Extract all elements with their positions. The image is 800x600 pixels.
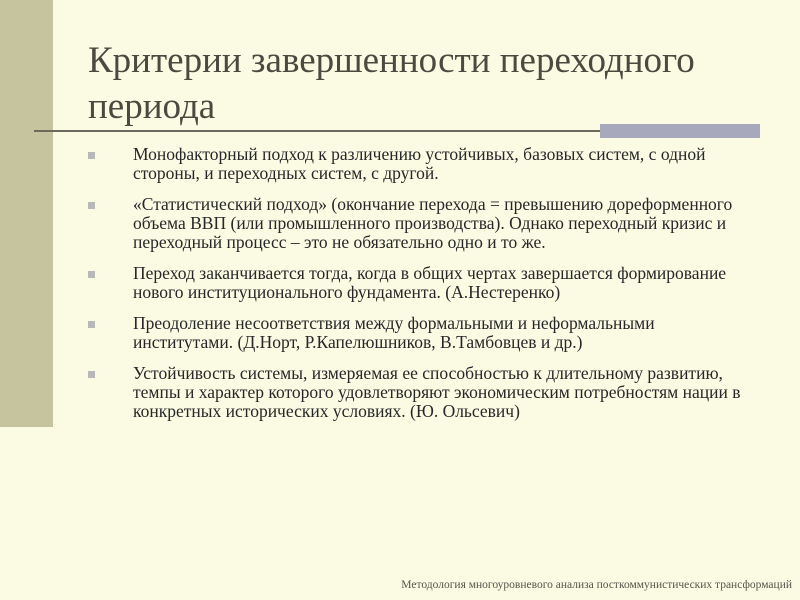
bullet-text: Устойчивость системы, измеряемая ее способностью к длительному развитию, темпы и характер которого удовлетворяют экономическим потребностям нации в конкретных исторических условиях. (Ю. Ольсевич)	[133, 363, 741, 421]
bullet-item	[88, 195, 758, 252]
title-accent-bar	[600, 124, 760, 138]
square-bullet-icon	[88, 202, 95, 209]
bullet-item	[88, 364, 758, 421]
bullet-text: Переход заканчивается тогда, когда в общих чертах завершается формирование нового институционального фундамента. (А.Нестеренко)	[133, 263, 727, 302]
bullet-list	[88, 145, 758, 433]
left-decorative-bar	[0, 0, 53, 427]
bullet-item	[88, 264, 758, 302]
bullet-text: «Статистический подход» (окончание перехода = превышению дореформенного объема ВВП (или промышленного производства). Однако переходный кризис и переходный процесс – это не обязательно одно и то же.	[133, 194, 733, 252]
square-bullet-icon	[88, 152, 95, 159]
square-bullet-icon	[88, 321, 95, 328]
bullet-item	[88, 314, 758, 352]
slide-title: Критерии завершенности переходного периода	[88, 40, 695, 127]
bullet-text: Преодоление несоответствия между формальными и неформальными институтами. (Д.Норт, Р.Капелюшников, В.Тамбовцев и др.)	[133, 313, 655, 352]
square-bullet-icon	[88, 371, 95, 378]
bullet-item	[88, 145, 758, 183]
slide-footer: Методология многоуровневого анализа посткоммунистических трансформаций	[401, 579, 792, 591]
square-bullet-icon	[88, 271, 95, 278]
bullet-text: Монофакторный подход к различению устойчивых, базовых систем, с одной стороны, и переходных систем, с другой.	[133, 144, 706, 183]
